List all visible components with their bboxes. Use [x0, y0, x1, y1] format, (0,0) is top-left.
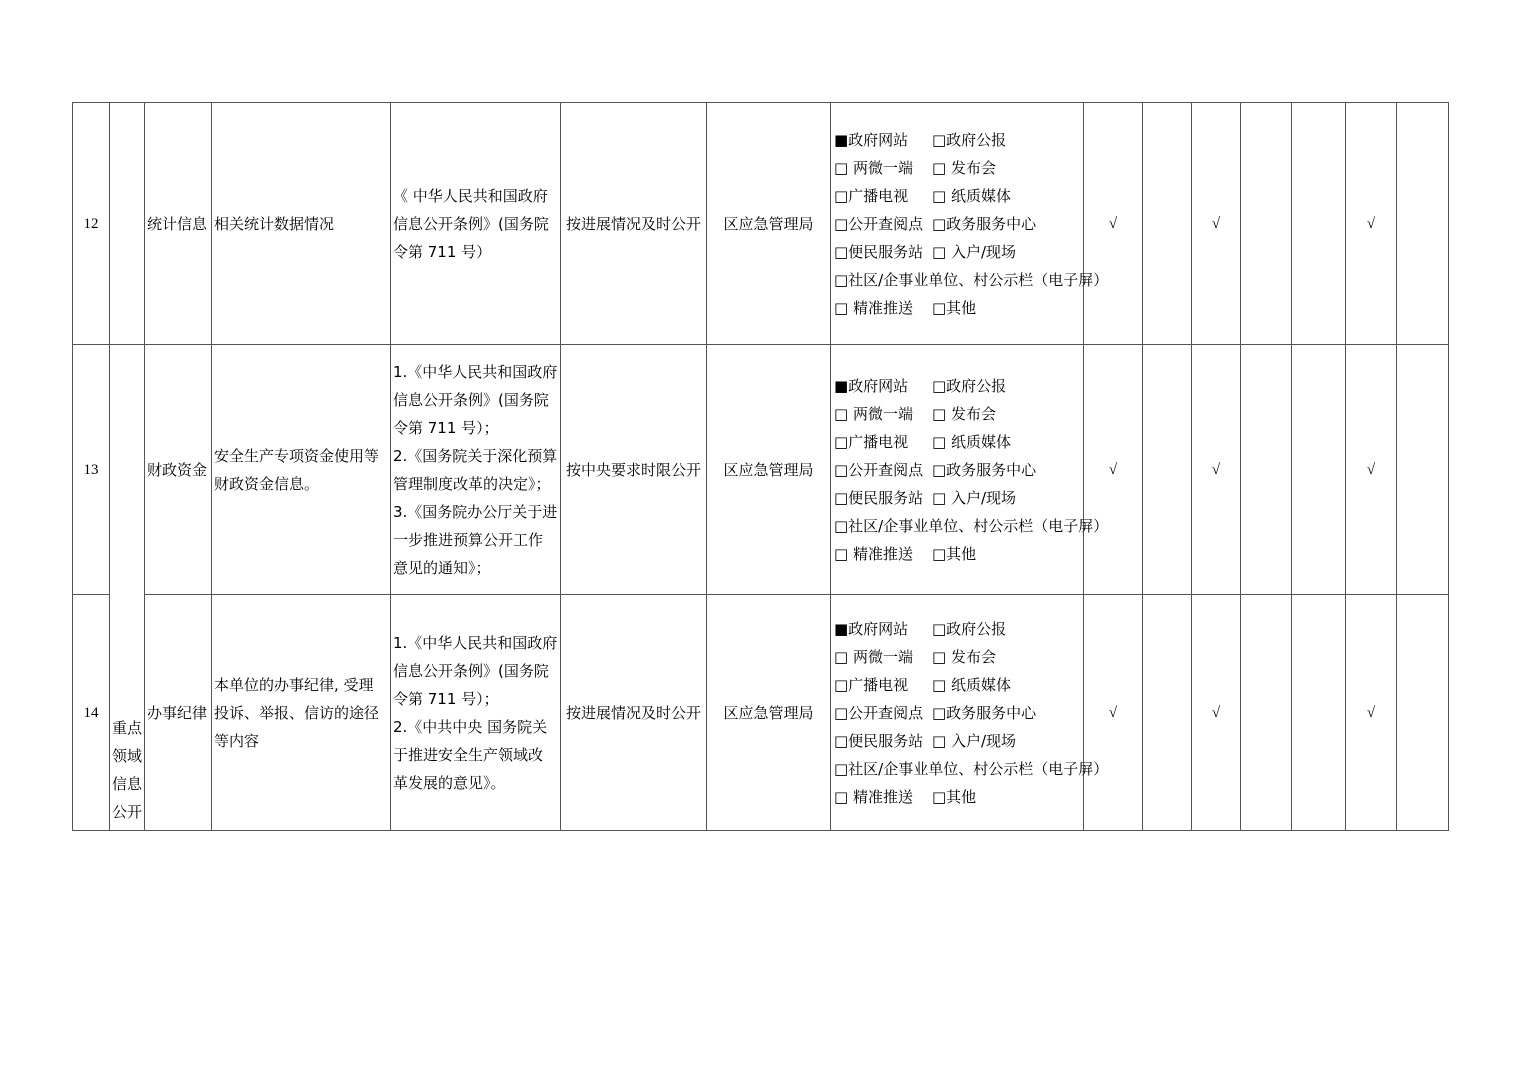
channel-option: □广播电视 — [834, 675, 909, 694]
timing-cell: 按进展情况及时公开 — [561, 103, 707, 345]
check-cell — [1241, 595, 1292, 831]
channel-option: □便民服务站 — [834, 488, 924, 507]
table-row — [73, 103, 1449, 345]
channel-line — [834, 294, 1083, 322]
channel-line — [834, 484, 1083, 512]
check-cell — [1397, 345, 1449, 595]
check-cell — [1397, 103, 1449, 345]
channel-line — [834, 400, 1083, 428]
check-cell: √ — [1346, 345, 1397, 595]
channel-option: □公开查阅点 — [834, 703, 924, 722]
channel-option: □ 精准推送 — [834, 787, 913, 806]
channel-option: ■政府网站 — [834, 130, 909, 149]
channel-option: □政府公报 — [932, 376, 1007, 395]
timing-cell: 按中央要求时限公开 — [561, 345, 707, 595]
channel-option: □ 精准推送 — [834, 298, 913, 317]
channel-option: □政府公报 — [932, 130, 1007, 149]
channel-line — [834, 727, 1083, 755]
item-cell: 办事纪律 — [145, 595, 212, 831]
check-cell — [1292, 595, 1346, 831]
channel-option: □ 精准推送 — [834, 544, 913, 563]
check-cell — [1292, 103, 1346, 345]
agency-cell: 区应急管理局 — [707, 345, 831, 595]
channel-option: □ 两微一端 — [834, 647, 913, 666]
check-cell: √ — [1192, 103, 1241, 345]
channel-option: ■政府网站 — [834, 376, 909, 395]
check-cell — [1143, 595, 1192, 831]
channel-line — [834, 428, 1083, 456]
agency-cell: 区应急管理局 — [707, 595, 831, 831]
channel-option: □其他 — [932, 298, 977, 317]
channel-option: □ 发布会 — [932, 404, 996, 423]
channel-line — [834, 456, 1083, 484]
channel-option: □社区/企事业单位、村公示栏（电子屏） — [834, 516, 1109, 535]
check-cell — [1241, 103, 1292, 345]
content-cell: 相关统计数据情况 — [212, 103, 391, 345]
channel-option: □ 入户/现场 — [932, 488, 1016, 507]
channel-line — [834, 643, 1083, 671]
channel-option: □社区/企事业单位、村公示栏（电子屏） — [834, 759, 1109, 778]
channel-option: □政府公报 — [932, 619, 1007, 638]
row-number: 12 — [73, 103, 110, 345]
channel-line — [834, 540, 1083, 568]
channels-cell — [831, 103, 1109, 345]
table-row — [73, 595, 1449, 831]
channel-line — [834, 238, 1083, 266]
channel-line — [834, 182, 1083, 210]
channel-option: □ 发布会 — [932, 647, 996, 666]
content-cell: 本单位的办事纪律, 受理投诉、举报、信访的途径等内容 — [212, 595, 391, 831]
channel-line — [834, 154, 1083, 182]
basis-cell: 1.《中华人民共和国政府 信息公开条例》(国务院 令第 711 号）； 2.《中共中央 国务院关 于推进安全生产领域改 革发展的意见》。 — [391, 595, 561, 831]
channel-line — [834, 783, 1083, 811]
basis-cell: 《 中华人民共和国政府 信息公开条例》(国务院 令第 711 号） — [391, 103, 561, 345]
channel-line — [834, 615, 1083, 643]
channel-option: □ 两微一端 — [834, 158, 913, 177]
channel-option: □政务服务中心 — [932, 214, 1037, 233]
channel-line — [834, 699, 1083, 727]
channel-line — [834, 266, 1109, 294]
check-cell: √ — [1192, 595, 1241, 831]
channel-option: □广播电视 — [834, 432, 909, 451]
item-cell: 统计信息 — [145, 103, 212, 345]
check-cell: √ — [1084, 345, 1143, 595]
channel-option: □公开查阅点 — [834, 460, 924, 479]
check-cell — [1143, 103, 1192, 345]
channel-option: □便民服务站 — [834, 242, 924, 261]
check-cell — [1292, 345, 1346, 595]
channel-line — [834, 512, 1109, 540]
channel-option: □公开查阅点 — [834, 214, 924, 233]
basis-cell: 1.《中华人民共和国政府 信息公开条例》(国务院 令第 711 号）； 2.《国务院关于深化预算 管理制度改革的决定》； 3.《国务院办公厅关于进 一步推进预算公开工作 意见的通知》； — [391, 345, 561, 595]
agency-cell: 区应急管理局 — [707, 103, 831, 345]
row-number: 14 — [73, 595, 110, 831]
check-cell: √ — [1192, 345, 1241, 595]
check-cell: √ — [1346, 595, 1397, 831]
category-cell-empty — [110, 103, 145, 345]
channel-line — [834, 671, 1083, 699]
check-cell — [1241, 345, 1292, 595]
channel-option: □政务服务中心 — [932, 460, 1037, 479]
content-cell: 安全生产专项资金使用等财政资金信息。 — [212, 345, 391, 595]
channels-cell — [831, 595, 1109, 831]
channel-option: □ 纸质媒体 — [932, 432, 1011, 451]
channel-option: □ 纸质媒体 — [932, 675, 1011, 694]
table-row — [73, 345, 1449, 595]
category-label: 重点 领域 信息 公开 — [112, 719, 143, 821]
channel-line — [834, 755, 1109, 783]
timing-cell: 按进展情况及时公开 — [561, 595, 707, 831]
check-cell: √ — [1346, 103, 1397, 345]
channel-option: □便民服务站 — [834, 731, 924, 750]
channel-option: □ 发布会 — [932, 158, 996, 177]
channel-option: □ 两微一端 — [834, 404, 913, 423]
channels-cell — [831, 345, 1109, 595]
check-cell — [1143, 345, 1192, 595]
channel-option: □其他 — [932, 544, 977, 563]
channel-option: ■政府网站 — [834, 619, 909, 638]
channel-line — [834, 210, 1083, 238]
check-cell — [1397, 595, 1449, 831]
channel-option: □其他 — [932, 787, 977, 806]
channel-option: □广播电视 — [834, 186, 909, 205]
channel-line — [834, 372, 1083, 400]
check-cell: √ — [1084, 595, 1143, 831]
check-cell: √ — [1084, 103, 1143, 345]
channel-option: □政务服务中心 — [932, 703, 1037, 722]
row-number: 13 — [73, 345, 110, 595]
channel-option: □ 入户/现场 — [932, 242, 1016, 261]
channel-option: □ 入户/现场 — [932, 731, 1016, 750]
category-cell — [110, 345, 145, 831]
channel-option: □ 纸质媒体 — [932, 186, 1011, 205]
channel-line — [834, 126, 1083, 154]
item-cell: 财政资金 — [145, 345, 212, 595]
channel-option: □社区/企事业单位、村公示栏（电子屏） — [834, 270, 1109, 289]
disclosure-table — [72, 102, 1449, 831]
